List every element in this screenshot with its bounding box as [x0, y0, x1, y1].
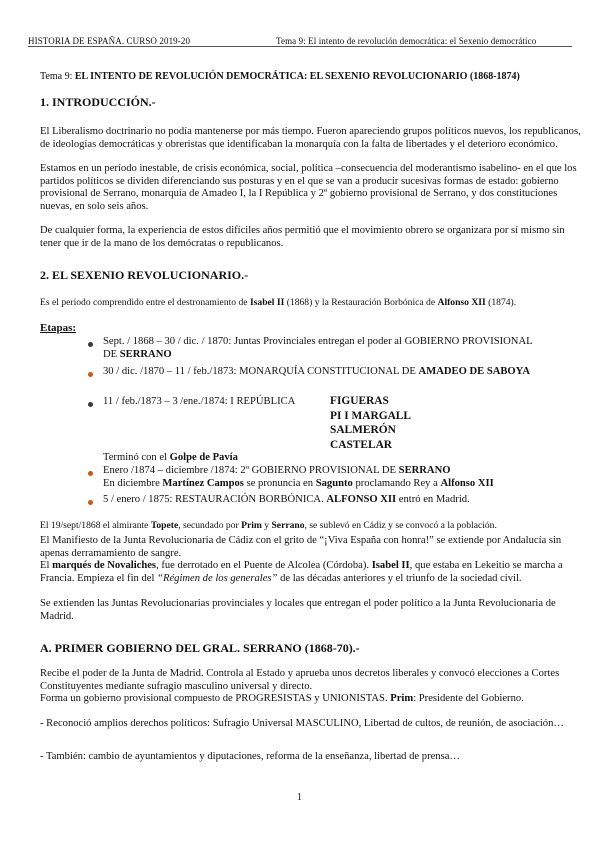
sexenio-paragraph-manifiesto: El Manifiesto de la Junta Revolucionaria de Cádiz con el grito de “¡Viva España con honra!” se extiende por Andalucía sin apenas derramamiento de sangre.	[40, 535, 562, 559]
title-text: EL INTENTO DE REVOLUCIÓN DEMOCRÁTICA: EL SEXENIO REVOLUCIONARIO (1868-1874)	[74, 71, 520, 82]
president-name: SALMERÓN	[330, 424, 396, 437]
etapas-label: Etapas:	[40, 322, 77, 334]
bullet-dot	[88, 471, 93, 476]
sexenio-paragraph-juntas: Se extienden las Juntas Revolucionarias provinciales y locales que entregan el poder político a la Junta Revolucionaria de Madrid.	[40, 598, 556, 622]
etapa-4: Enero /1874 – diciembre /1874: 2º GOBIERNO PROVISIONAL DE SERRANO En diciembre Martínez Campos se pronuncia en Sagunto proclamando Rey a Alfonso XII	[103, 465, 494, 489]
etapa-1: Sept. / 1868 – 30 / dic. / 1870: Juntas Provinciales entregan el poder al GOBIERNO PROVISIONAL DE SERRANO	[103, 336, 533, 360]
intro-paragraph-2: Estamos en un período inestable, de crisis económica, social, política –consecuencia del moderantismo isabelino- en el que los partidos políticos se dividen diferenciando sus posturas y en el que se van a producir sucesivas formas de estado: gobierno provisional de Serrano, monarquía de Amadeo I, la I República y 2º gobierno provisional de Serrano, y dos constituciones nuevas, en solo seis años.	[40, 163, 577, 212]
intro-paragraph-3: De cualquier forma, la experiencia de estos difíciles años permitió que el movimiento obrero se organizara por sí mismo sin tener que ir de la mano de los demócratas o republicanos.	[40, 225, 565, 249]
bullet-dot	[88, 342, 93, 347]
header-left: HISTORIA DE ESPAÑA. CURSO 2019-20	[28, 36, 191, 46]
serrano-paragraph-1: Recibe el poder de la Junta de Madrid. Controla al Estado y aprueba unos decretos liberales y convocó elecciones a Cortes Constituyentes mediante sufragio masculino universal y directo.	[40, 668, 560, 692]
president-name: CASTELAR	[330, 438, 393, 451]
bullet-dot	[88, 500, 93, 505]
bullet-dot	[88, 402, 93, 407]
heading-serrano: A. PRIMER GOBIERNO DEL GRAL. SERRANO (1868-70).-	[40, 641, 360, 655]
golpe-pavia: Terminó con el Golpe de Pavía	[103, 452, 238, 463]
sexenio-paragraph-novaliches: El marqués de Novaliches, fue derrotado en el Puente de Alcolea (Córdoba). Isabel II, que estaba en Lekeitio se marcha a Francia. Empieza el fin del “Régimen de los generales” de las décadas anteriores y el triunfo de la sociedad civil.	[40, 560, 563, 584]
president-list	[330, 394, 411, 452]
etapa-2: 30 / dic. /1870 – 11 / feb./1873: MONARQUÍA CONSTITUCIONAL DE AMADEO DE SABOYA	[103, 366, 530, 377]
serrano-paragraph-2: Forma un gobierno provisional compuesto de PROGRESISTAS y UNIONISTAS. Prim: Presidente del Gobierno.	[40, 693, 524, 704]
serrano-paragraph-4: - También: cambio de ayuntamientos y diputaciones, reforma de la enseñanza, libertad de prensa…	[40, 751, 461, 762]
heading-introduccion: 1. INTRODUCCIÓN.-	[40, 95, 156, 109]
bullet-dot	[88, 372, 93, 377]
serrano-paragraph-3: - Reconoció amplios derechos políticos: Sufragio Universal MASCULINO, Libertad de cultos, de reunión, de asociación…	[40, 718, 564, 729]
president-name: FIGUERAS	[330, 395, 389, 407]
sexenio-paragraph-topete: El 19/sept/1868 el almirante Topete, secundado por Prim y Serrano, se sublevó en Cádiz y se convocó a la población.	[40, 520, 497, 531]
intro-paragraph-1: El Liberalismo doctrinario no podía mantenerse por más tiempo. Fueron apareciendo grupos políticos nuevos, los republicanos, de ideologías democráticas y obreristas que identificaban la monarquía con la falta de libertades y el deterioro económico.	[40, 126, 581, 150]
etapa-3: 11 / feb./1873 – 3 /ene./1874: I REPÚBLICA	[103, 396, 296, 407]
sexenio-intro: Es el periodo comprendido entre el destronamiento de Isabel II (1868) y la Restauración Borbónica de Alfonso XII (1874).	[40, 297, 517, 308]
page-number: 1	[297, 792, 302, 803]
heading-sexenio: 2. EL SEXENIO REVOLUCIONARIO.-	[40, 268, 249, 282]
title-prefix: Tema 9:	[40, 71, 75, 82]
header-right: Tema 9: El intento de revolución democrática: el Sexenio democrático	[276, 36, 537, 46]
header-rule	[28, 46, 572, 47]
document-title	[40, 71, 520, 82]
president-name: PI I MARGALL	[330, 409, 412, 422]
etapa-5: 5 / enero / 1875: RESTAURACIÓN BORBÓNICA. ALFONSO XII entró en Madrid.	[103, 494, 470, 505]
